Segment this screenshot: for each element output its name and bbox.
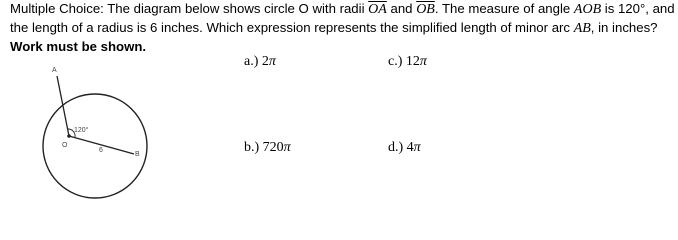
choice-d[interactable] [388, 140, 421, 156]
choice-c[interactable] [388, 54, 427, 70]
choice-b[interactable] [244, 140, 291, 156]
choice-a-pi: π [268, 54, 276, 69]
radius-ob: $\overline{OB}$ [416, 2, 435, 17]
radius-oa-line [57, 76, 69, 136]
angle-aob: AOB [573, 2, 602, 17]
question-line-2 [10, 19, 672, 38]
question-line-2-prefix: the length of a radius is 6 inches. Which expression represents the simplified length of minor arc [10, 20, 574, 35]
radius-oa: $\overline{OA}$ [368, 2, 387, 17]
question-line-1-prefix: Multiple Choice: The diagram below shows circle O with radii [10, 1, 369, 16]
angle-label: 120° [74, 127, 89, 134]
work-shown-note: Work must be shown. [10, 39, 147, 54]
arc-ab: AB [573, 21, 591, 36]
question-line-2-suffix: , in inches? [590, 20, 658, 35]
radius-length-label: 6 [99, 147, 103, 154]
circle-diagram [40, 62, 150, 208]
point-a-label: A [52, 67, 57, 74]
choice-b-letter: b.) [244, 140, 260, 155]
question-text [10, 0, 675, 56]
point-o-label: O [62, 142, 68, 149]
circle-o [43, 94, 147, 198]
choice-a[interactable] [244, 54, 276, 70]
question-line-1-suffix: is 120°, and [601, 1, 675, 16]
choice-c-value: 12 [405, 54, 420, 69]
choice-d-letter: d.) [388, 140, 404, 155]
center-point-o [67, 134, 71, 138]
choice-b-value: 720 [262, 140, 284, 155]
choice-b-pi: π [283, 140, 291, 155]
choice-a-value: 2 [261, 54, 269, 69]
question-line-1-middle: . The measure of angle [434, 1, 574, 16]
choice-c-pi: π [419, 54, 427, 69]
question-line-1-and: and [386, 1, 417, 16]
choice-a-letter: a.) [244, 54, 259, 69]
choice-d-pi: π [413, 140, 421, 155]
choice-d-value: 4 [406, 140, 414, 155]
choice-c-letter: c.) [388, 54, 403, 69]
question-line-1 [10, 0, 675, 19]
point-b-label: B [135, 151, 140, 158]
